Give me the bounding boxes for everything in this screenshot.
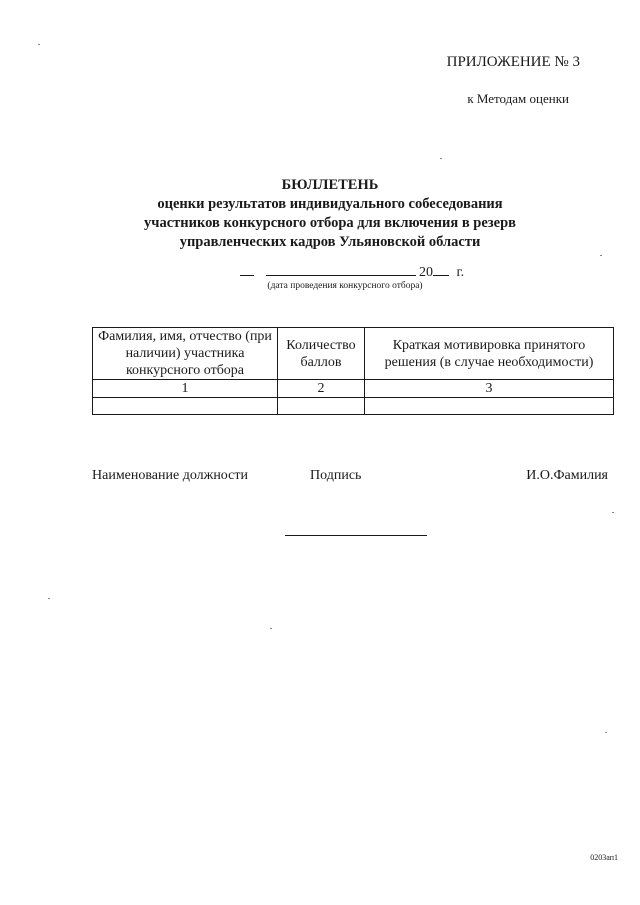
header-participant-name: Фамилия, имя, отчество (при наличии) участника конкурсного отбора [93,328,278,380]
month-blank [266,262,416,276]
scan-speck [440,158,442,159]
title-line-3: участников конкурсного отбора для включения в резерв [144,215,516,231]
scan-speck [270,628,272,629]
title-line-4: управленческих кадров Ульяновской области [179,234,481,250]
ballot-table [92,327,614,415]
column-number-2: 2 [278,380,365,398]
position-label: Наименование должности [92,468,248,483]
signature-line [285,535,427,536]
year-blank [433,262,449,276]
table-header-row [93,328,614,380]
full-name-label: И.О.Фамилия [526,468,608,483]
table-cell [93,398,278,415]
date-caption: (дата проведения конкурсного отбора) [267,281,423,291]
scan-speck [600,255,602,256]
scan-speck [48,598,50,599]
document-code: 0203ап1 [590,853,618,862]
scan-speck [38,44,40,45]
header-motivation: Краткая мотивировка принятого решения (в случае необходимости) [365,328,614,380]
column-number-1: 1 [93,380,278,398]
title-line-1: БЮЛЛЕТЕНЬ [281,177,379,193]
date-field [240,262,480,281]
table-cell [365,398,614,415]
document-title [60,176,600,252]
table-number-row [93,380,614,398]
title-line-2: оценки результатов индивидуального собеседования [157,196,503,212]
appendix-number: ПРИЛОЖЕНИЕ № 3 [446,54,580,70]
column-number-3: 3 [365,380,614,398]
header-score: Количество баллов [278,328,365,380]
table-cell [278,398,365,415]
appendix-reference: к Методам оценки [467,91,569,106]
table-row [93,398,614,415]
year-prefix: 20 [419,265,433,280]
scan-speck [605,732,607,733]
signature-label: Подпись [310,468,362,483]
scan-speck [612,512,614,513]
day-blank [240,262,254,276]
year-suffix: г. [456,265,465,280]
